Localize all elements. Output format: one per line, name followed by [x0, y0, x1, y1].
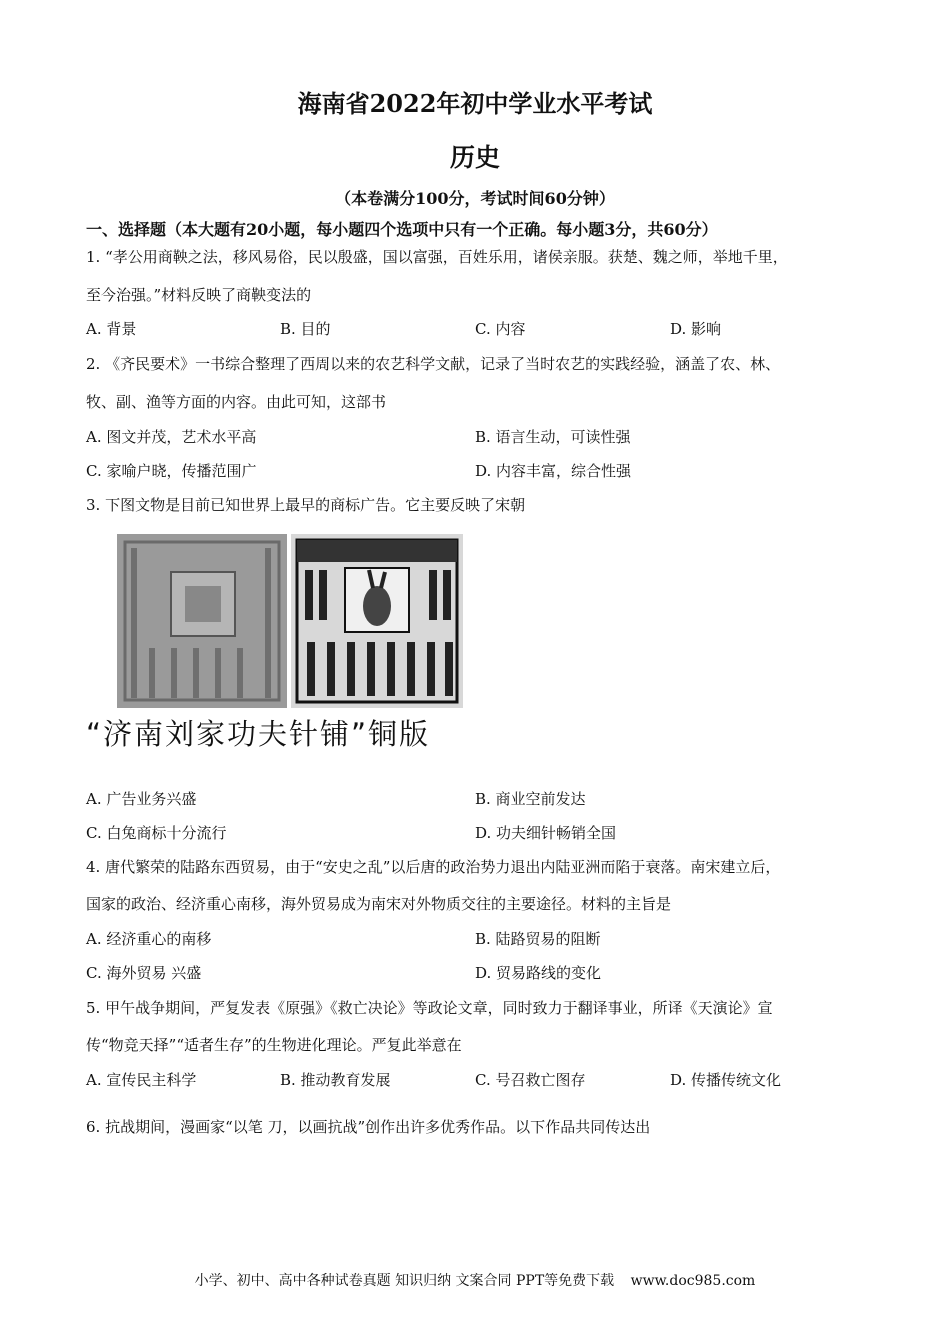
- exam-note: （本卷满分100分，考试时间60分钟）: [335, 189, 615, 208]
- footer-text: 小学、初中、高中各种试卷真题 知识归纳 文案合同 PPT等免费下载: [194, 1273, 615, 1289]
- q4-option-c: C. 海外贸易 兴盛: [86, 964, 202, 982]
- q1-option-a: A. 背景: [86, 320, 137, 338]
- q1-option-c: C. 内容: [475, 320, 526, 338]
- section-heading: 一、选择题（本大题有20小题，每小题四个选项中只有一个正确。每小题3分，共60分）: [86, 220, 718, 239]
- q3-option-c: C. 白兔商标十分流行: [86, 824, 227, 842]
- q4-option-a: A. 经济重心的南移: [86, 930, 212, 948]
- q2-option-b: B. 语言生动，可读性强: [475, 428, 631, 446]
- footer-link[interactable]: www.doc985.com: [630, 1273, 756, 1289]
- page-footer: [0, 1270, 950, 1290]
- exam-title: 海南省2022年初中学业水平考试: [297, 89, 653, 118]
- question-2-line-1: 2. 《齐民要术》一书综合整理了西周以来的农艺科学文献，记录了当时农艺的实践经验，涵盖了农、林、: [86, 355, 781, 373]
- question-5-line-1: 5. 甲午战争期间，严复发表《原强》《救亡决论》等政论文章，同时致力于翻译事业，所译《天演论》宣: [86, 999, 773, 1017]
- subject-title: 历史: [449, 143, 500, 172]
- q2-option-c: C. 家喻户晓，传播范围广: [86, 462, 257, 480]
- figure-caption: “济南刘家功夫针铺”铜版: [86, 717, 431, 751]
- question-4-line-1: 4. 唐代繁荣的陆路东西贸易，由于“安史之乱”以后唐的政治势力退出内陆亚洲而陷于衰落。南宋建立后，: [86, 858, 781, 876]
- copper-plate-figure: [115, 532, 465, 710]
- question-4-line-2: 国家的政治、经济重心南移，海外贸易成为南宋对外物质交往的主要途径。材料的主旨是: [86, 895, 672, 913]
- question-6-line-1: 6. 抗战期间，漫画家“以笔 刀，以画抗战”创作出许多优秀作品。以下作品共同传达出: [86, 1118, 651, 1136]
- q4-option-d: D. 贸易路线的变化: [475, 964, 602, 982]
- q2-option-a: A. 图文并茂，艺术水平高: [86, 428, 257, 446]
- question-3-line-1: 3. 下图文物是目前已知世界上最早的商标广告。它主要反映了宋朝: [86, 496, 526, 514]
- question-2-line-2: 牧、副、渔等方面的内容。由此可知，这部书: [86, 393, 387, 411]
- q4-option-b: B. 陆路贸易的阻断: [475, 930, 601, 948]
- q5-option-a: A. 宣传民主科学: [86, 1071, 197, 1089]
- question-1-line-1: 1. “孝公用商鞅之法，移风易俗，民以殷盛，国以富强，百姓乐用，诸侯亲服。获楚、魏之师，举地千里，: [86, 248, 788, 266]
- q3-option-b: B. 商业空前发达: [475, 790, 586, 808]
- q5-option-d: D. 传播传统文化: [670, 1071, 782, 1089]
- q2-option-d: D. 内容丰富，综合性强: [475, 462, 632, 480]
- q1-option-b: B. 目的: [280, 320, 331, 338]
- q3-option-a: A. 广告业务兴盛: [86, 790, 197, 808]
- question-1-line-2: 至今治强。”材料反映了商鞅变法的: [86, 286, 312, 304]
- question-5-line-2: 传“物竞天择”“适者生存”的生物进化理论。严复此举意在: [86, 1036, 462, 1054]
- q1-option-d: D. 影响: [670, 320, 722, 338]
- q3-option-d: D. 功夫细针畅销全国: [475, 824, 617, 842]
- q5-option-c: C. 号召救亡图存: [475, 1071, 586, 1089]
- q5-option-b: B. 推动教育发展: [280, 1071, 391, 1089]
